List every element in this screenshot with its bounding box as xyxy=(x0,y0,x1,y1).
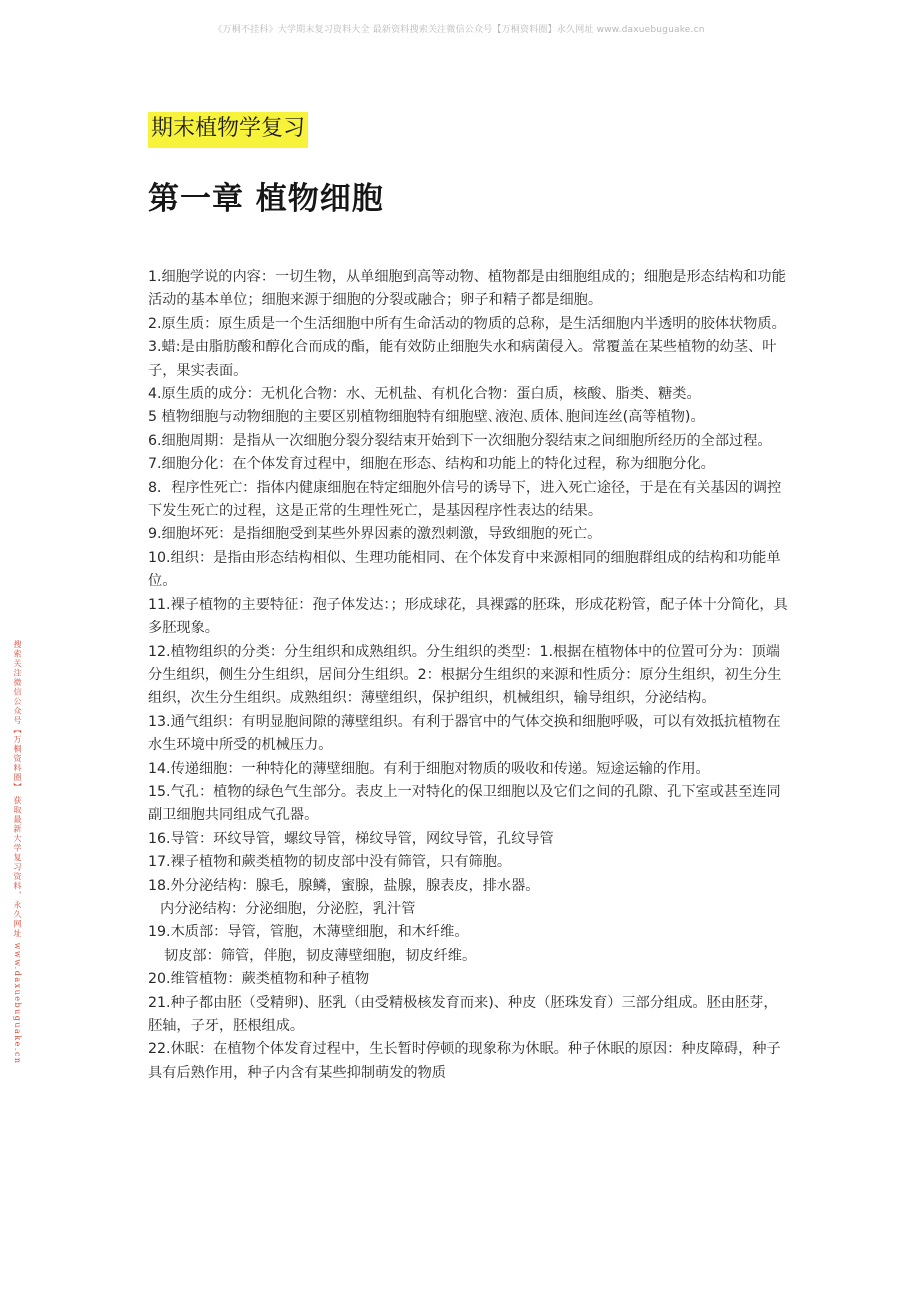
paragraph-10: 10.组织：是指由形态结构相似、生理功能相同、在个体发育中来源相同的细胞群组成的结构和功能单位。 xyxy=(148,549,781,590)
paragraph-1: 1.细胞学说的内容：一切生物，从单细胞到高等动物、植物都是由细胞组成的；细胞是形态结构和功能活动的基本单位；细胞来源于细胞的分裂或融合；卵子和精子都是细胞。 xyxy=(148,269,786,309)
paragraph-11: 11.裸子植物的主要特征：孢子体发达：；形成球花，具裸露的胚珠，形成花粉管，配子体十分简化，具多胚现象。 xyxy=(148,596,788,637)
paragraph-22: 22.休眠：在植物个体发育过程中，生长暂时停顿的现象称为休眠。种子休眠的原因：种皮障碍，种子具有后熟作用，种子内含有某些抑制萌发的物质 xyxy=(148,1041,781,1081)
paragraph-7: 7.细胞分化：在个体发育过程中，细胞在形态、结构和功能上的特化过程，称为细胞分化。 xyxy=(148,456,715,473)
paragraph-13: 13.通气组织：有明显胞间隙的薄壁组织。有利于器官中的气体交换和细胞呼吸，可以有效抵抗植物在水生环境中所受的机械压力。 xyxy=(148,713,781,754)
paragraph-12: 12.植物组织的分类：分生组织和成熟组织。分生组织的类型：1.根据在植物体中的位置可分为：顶端分生组织，侧生分生组织，居间分生组织。2：根据分生组织的来源和性质分：原分生组织，初生分生组织，次生分生组织。成熟组织：薄壁组织，保护组织，机械组织，输导组织，分泌结构。 xyxy=(148,643,782,707)
paragraph-8: 8．程序性死亡：指体内健康细胞在特定细胞外信号的诱导下，进入死亡途径，于是在有关基因的调控下发生死亡的过程，这是正常的生理性死亡，是基因程序性表达的结果。 xyxy=(148,479,782,520)
document-body xyxy=(148,266,788,1085)
document-title: 期末植物学复习 xyxy=(148,112,308,148)
chapter-heading: 第一章 植物细胞 xyxy=(148,181,384,217)
paragraph-18-continued: 内分泌结构：分泌细胞，分泌腔，乳汁管 xyxy=(160,900,416,917)
paragraph-9: 9.细胞坏死：是指细胞受到某些外界因素的激烈刺激，导致细胞的死亡。 xyxy=(148,526,602,543)
paragraph-21: 21.种子都由胚（受精卵)、胚乳（由受精极核发育而来)、种皮（胚珠发育）三部分组成。胚由胚芽，胚轴，子牙，胚根组成。 xyxy=(148,994,778,1034)
paragraph-4: 4.原生质的成分：无机化合物：水、无机盐、有机化合物：蛋白质，核酸、脂类、糖类。 xyxy=(148,386,701,403)
paragraph-2: 2.原生质：原生质是一个生活细胞中所有生命活动的物质的总称，是生活细胞内半透明的胶体状物质。 xyxy=(148,315,786,332)
paragraph-5: 5 植物细胞与动物细胞的主要区别植物细胞特有细胞壁､液泡､质体､胞间连丝(高等植物)。 xyxy=(148,409,705,426)
paragraph-17: 17.裸子植物和蕨类植物的韧皮部中没有筛管，只有筛胞。 xyxy=(148,854,512,871)
paragraph-14: 14.传递细胞：一种特化的薄壁细胞。有利于细胞对物质的吸收和传递。短途运输的作用。 xyxy=(148,760,710,777)
side-watermark: 搜索关注微信公众号【万桐资料圈】 获取最新大学复习资料，永久网址 www.daxuebuguake.cn xyxy=(13,640,22,1065)
paragraph-6: 6.细胞周期：是指从一次细胞分裂分裂结束开始到下一次细胞分裂结束之间细胞所经历的全部过程。 xyxy=(148,432,772,449)
paragraph-18: 18.外分泌结构：腺毛，腺鳞，蜜腺，盐腺，腺表皮，排水器。 xyxy=(148,877,540,894)
paragraph-19-continued: 韧皮部：筛管，伴胞，韧皮薄壁细胞，韧皮纤维。 xyxy=(164,947,477,964)
top-watermark: 《万桐不挂科》大学期末复习资料大全 最新资料搜索关注微信公众号【万桐资料圈】永久网址 www.daxuebuguake.cn xyxy=(213,25,705,35)
paragraph-16: 16.导管：环纹导管，螺纹导管，梯纹导管，网纹导管，孔纹导管 xyxy=(148,830,554,847)
paragraph-19: 19.木质部：导管，管胞，木薄壁细胞，和木纤维。 xyxy=(148,924,469,941)
paragraph-20: 20.维管植物：蕨类植物和种子植物 xyxy=(148,971,370,988)
paragraph-15: 15.气孔：植物的绿色气生部分。表皮上一对特化的保卫细胞以及它们之间的孔隙、孔下室或甚至连同副卫细胞共同组成气孔器。 xyxy=(148,783,781,824)
paragraph-3: 3.蜡:是由脂肪酸和醇化合而成的酯，能有效防止细胞失水和病菌侵入。常覆盖在某些植物的幼茎、叶子，果实表面。 xyxy=(148,339,777,379)
